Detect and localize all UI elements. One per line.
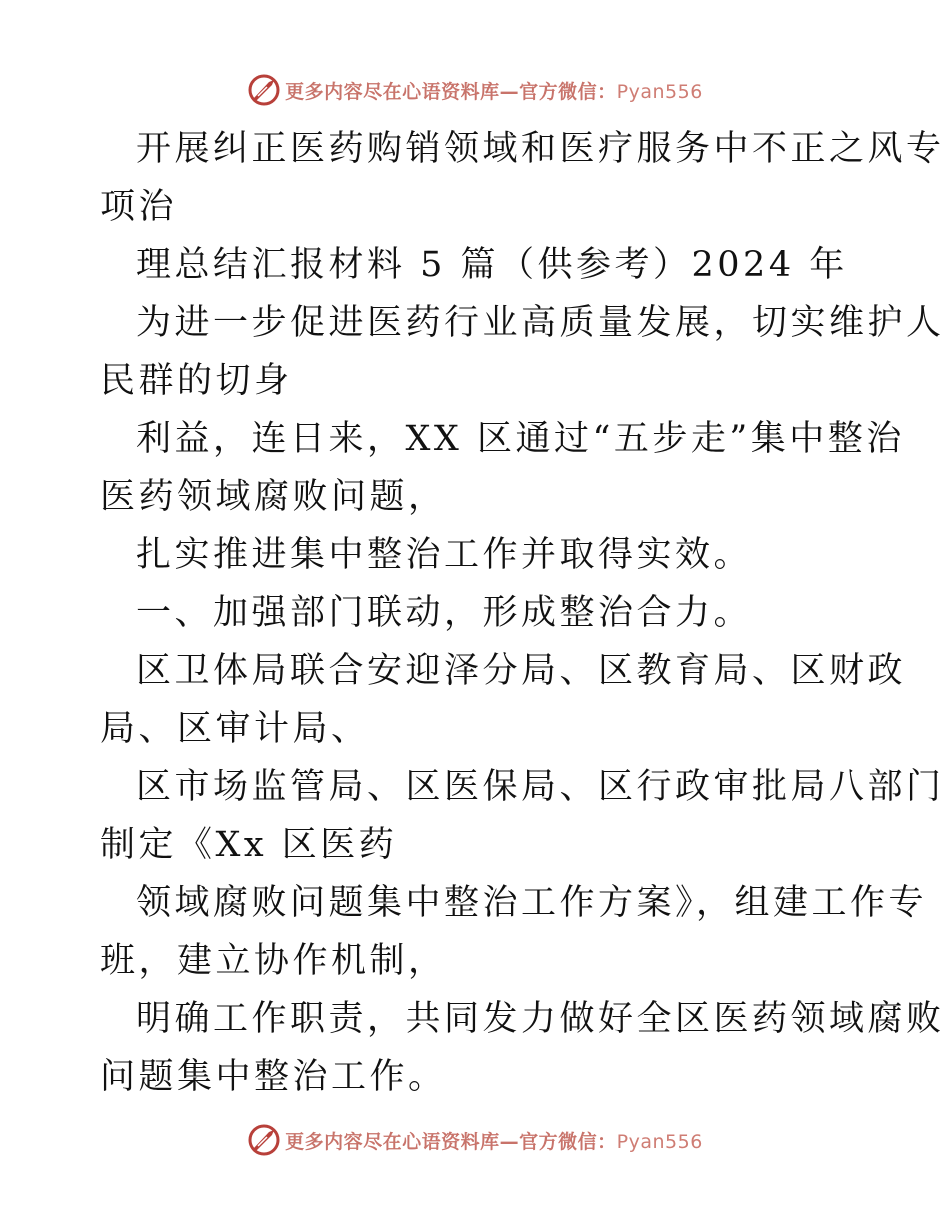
watermark-text: 更多内容尽在心语资料库—官方微信：Pyan556 (285, 1130, 703, 1153)
body-text (100, 120, 945, 1106)
text-line: 医药领域腐败问题， (100, 477, 447, 517)
text-line: 理总结汇报材料 5 篇（供参考）2024 年 (136, 245, 848, 285)
text-line: 开展纠正医药购销领域和医疗服务中不正之风专 (136, 129, 945, 169)
quill-pen-logo-icon (247, 73, 281, 107)
text-line: 问题集中整治工作。 (100, 1057, 447, 1097)
text-line: 一、加强部门联动，形成整治合力。 (136, 593, 753, 633)
text-line: 扎实推进集中整治工作并取得实效。 (136, 535, 753, 575)
text-line: 局、区审计局、 (100, 709, 370, 749)
text-line: 制定《Xx 区医药 (100, 825, 398, 865)
text-line: 班，建立协作机制， (100, 941, 447, 981)
text-line: 利益，连日来，XX 区通过“五步走”集中整治 (136, 419, 905, 459)
text-line: 为进一步促进医药行业高质量发展，切实维护人 (136, 303, 945, 343)
header-watermark (0, 70, 950, 110)
watermark-text: 更多内容尽在心语资料库—官方微信：Pyan556 (285, 80, 703, 103)
text-line: 明确工作职责，共同发力做好全区医药领域腐败 (136, 999, 945, 1039)
text-line: 区市场监管局、区医保局、区行政审批局八部门 (136, 767, 945, 807)
text-line: 区卫体局联合安迎泽分局、区教育局、区财政 (136, 651, 907, 691)
quill-pen-logo-icon (247, 1123, 281, 1157)
text-line: 项治 (100, 187, 178, 227)
footer-watermark (0, 1120, 950, 1160)
text-line: 领域腐败问题集中整治工作方案》，组建工作专 (136, 883, 928, 923)
text-line: 民群的切身 (100, 361, 293, 401)
